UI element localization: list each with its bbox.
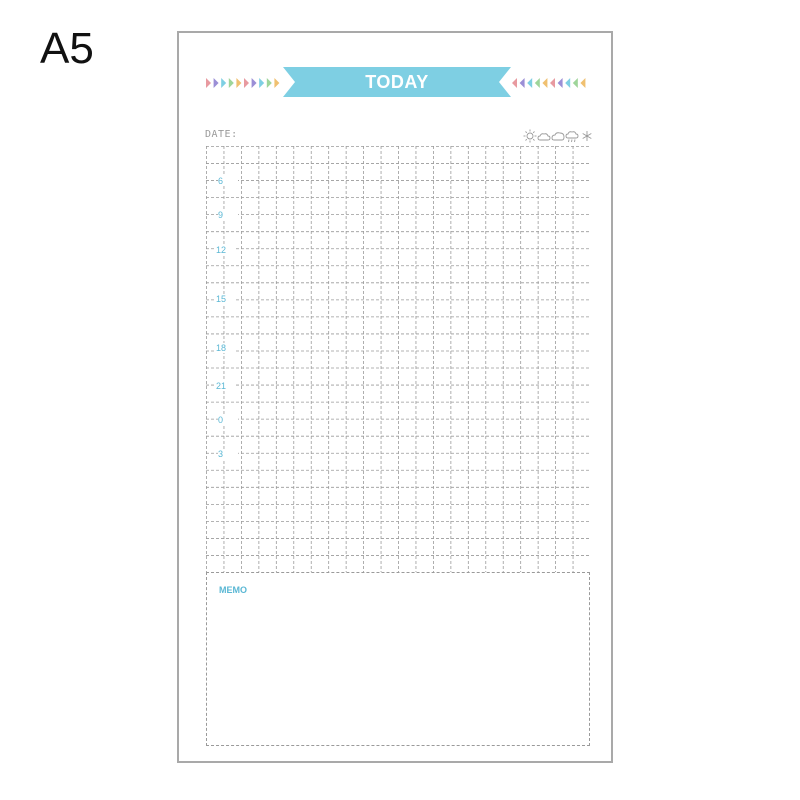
weather-icons (523, 129, 595, 143)
hour-label: 18 (216, 343, 236, 353)
arrow-mark (520, 78, 525, 88)
arrow-mark (221, 78, 226, 88)
memo-box[interactable] (206, 572, 590, 746)
snowflake-icon[interactable] (583, 131, 592, 141)
rain-cloud-icon[interactable] (566, 132, 578, 142)
arrow-mark (267, 78, 272, 88)
hour-label: 6 (218, 176, 238, 186)
page-title: TODAY (365, 72, 429, 92)
arrow-mark (259, 78, 264, 88)
arrow-mark (252, 78, 257, 88)
arrow-mark (527, 78, 532, 88)
hour-label: 3 (218, 449, 238, 459)
sun-icon[interactable] (524, 130, 537, 143)
cloud-icon[interactable] (538, 134, 550, 140)
hour-label: 9 (218, 210, 238, 220)
hour-label: 12 (216, 245, 236, 255)
hour-label: 0 (218, 415, 238, 425)
arrow-mark (573, 78, 578, 88)
cloud-icon[interactable] (552, 133, 564, 140)
memo-label: MEMO (219, 585, 247, 595)
arrow-mark (236, 78, 241, 88)
arrow-mark (535, 78, 540, 88)
arrow-mark (512, 78, 517, 88)
arrow-mark (542, 78, 547, 88)
size-label: A5 (40, 24, 94, 73)
arrow-mark (244, 78, 249, 88)
arrow-mark (229, 78, 234, 88)
arrow-mark (580, 78, 585, 88)
date-label: DATE: (205, 129, 238, 140)
header (179, 67, 611, 103)
arrow-mark (558, 78, 563, 88)
hour-label: 15 (216, 294, 236, 304)
arrow-mark (550, 78, 555, 88)
arrow-decoration-right (511, 77, 589, 89)
planner-sheet (177, 31, 613, 763)
arrow-mark (274, 78, 279, 88)
hour-label: 21 (216, 381, 236, 391)
arrow-mark (214, 78, 219, 88)
arrow-mark (206, 78, 211, 88)
arrow-decoration-left (205, 77, 283, 89)
arrow-mark (565, 78, 570, 88)
time-grid[interactable] (206, 146, 590, 572)
